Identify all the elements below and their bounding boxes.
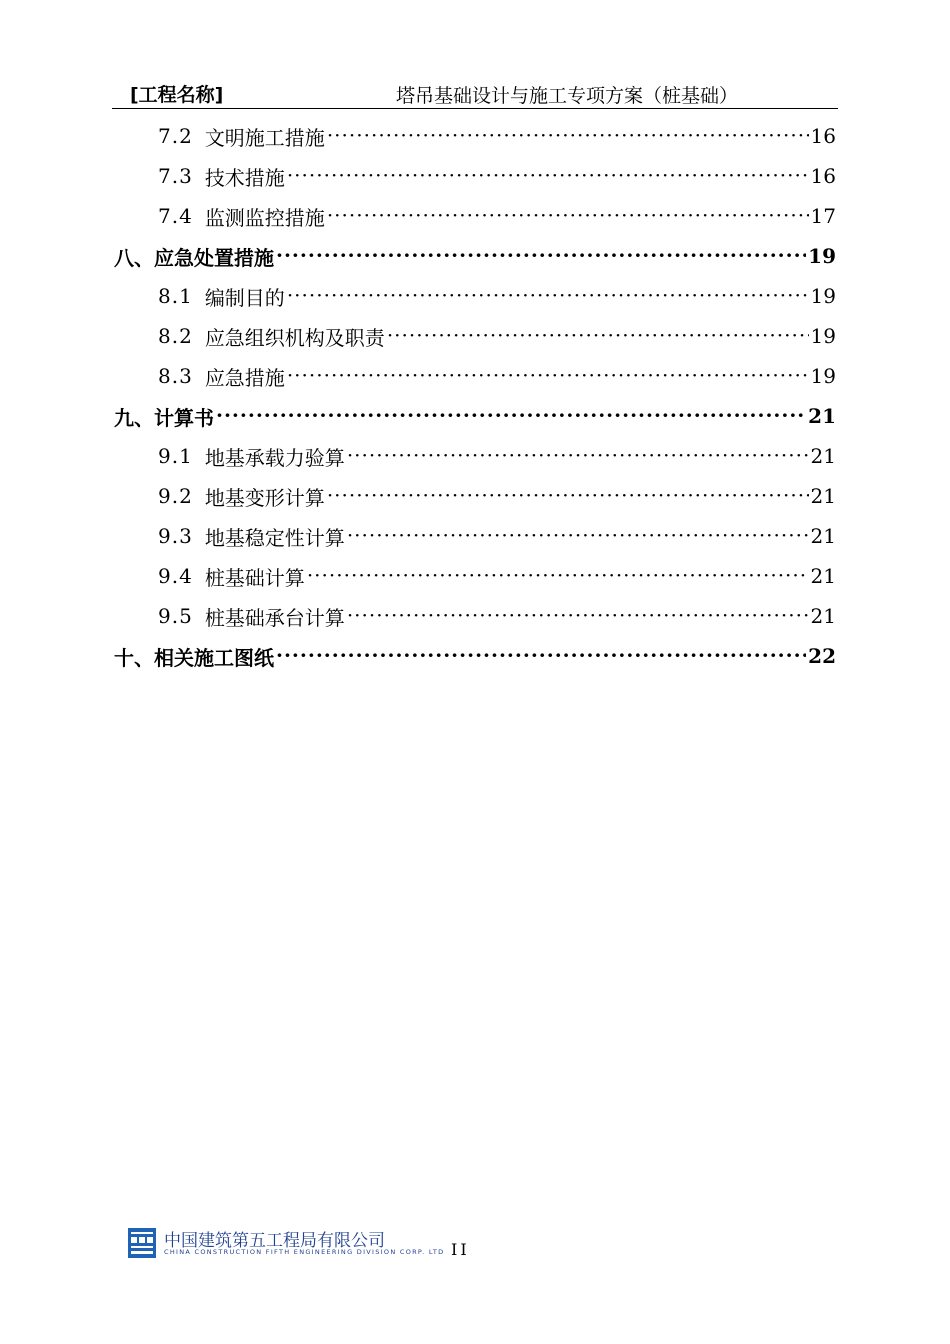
toc-entry-page: 21	[810, 604, 836, 628]
toc-entry-page: 21	[810, 484, 836, 508]
toc-entry-page: 22	[808, 644, 836, 668]
header-document-title: 塔吊基础设计与施工专项方案（桩基础）	[395, 85, 738, 107]
toc-dot-leader	[287, 286, 809, 306]
toc-entry-title: 地基稳定性计算	[204, 525, 345, 550]
toc-dot-leader	[276, 246, 806, 266]
toc-entry-title: 应急组织机构及职责	[204, 325, 385, 350]
toc-entry-page: 21	[810, 444, 836, 468]
toc-entry-page: 16	[810, 164, 836, 188]
toc-entry-page: 16	[810, 124, 836, 148]
toc-entry-title: 八、应急处置措施	[114, 245, 274, 270]
toc-section-entry[interactable]	[114, 276, 836, 316]
toc-entry-title: 编制目的	[204, 285, 285, 310]
toc-entry-page: 19	[810, 284, 836, 308]
page-header	[112, 78, 838, 109]
toc-section-entry[interactable]	[114, 556, 836, 596]
toc-entry-title: 地基承载力验算	[204, 445, 345, 470]
toc-section-entry[interactable]	[114, 196, 836, 236]
toc-entry-title: 监测监控措施	[204, 205, 325, 230]
toc-entry-number: 8.3	[158, 364, 193, 388]
toc-entry-number: 7.3	[158, 164, 193, 188]
toc-chapter-entry[interactable]	[114, 636, 836, 676]
toc-entry-number: 9.4	[158, 564, 193, 588]
toc-entry-number: 9.3	[158, 524, 193, 548]
toc-entry-title: 十、相关施工图纸	[114, 645, 274, 670]
toc-dot-leader	[327, 486, 809, 506]
toc-dot-leader	[347, 606, 809, 626]
toc-entry-number: 8.2	[158, 324, 193, 348]
toc-entry-title: 技术措施	[204, 165, 285, 190]
footer-company-name-en: CHINA CONSTRUCTION FIFTH ENGINEERING DIVISION CORP. LTD	[164, 1248, 445, 1256]
toc-entry-page: 21	[810, 564, 836, 588]
toc-entry-title: 文明施工措施	[204, 125, 325, 150]
toc-chapter-entry[interactable]	[114, 396, 836, 436]
toc-entry-page: 21	[810, 524, 836, 548]
toc-dot-leader	[276, 646, 806, 666]
toc-section-entry[interactable]	[114, 516, 836, 556]
toc-section-entry[interactable]	[114, 156, 836, 196]
toc-entry-title: 应急措施	[204, 365, 285, 390]
toc-dot-leader	[347, 526, 809, 546]
toc-entry-title: 桩基础计算	[204, 565, 305, 590]
toc-dot-leader	[216, 406, 806, 426]
toc-entry-page: 21	[808, 404, 836, 428]
toc-dot-leader	[287, 166, 809, 186]
toc-dot-leader	[387, 326, 809, 346]
toc-entry-page: 17	[810, 204, 836, 228]
toc-entry-number: 9.5	[158, 604, 193, 628]
toc-entry-title: 桩基础承台计算	[204, 605, 345, 630]
toc-section-entry[interactable]	[114, 356, 836, 396]
footer-page-number: II	[451, 1240, 470, 1259]
toc-entry-page: 19	[808, 244, 836, 268]
cscec-logo-icon	[128, 1228, 156, 1258]
toc-entry-title: 九、计算书	[114, 405, 214, 430]
toc-entry-number: 9.2	[158, 484, 193, 508]
toc-section-entry[interactable]	[114, 436, 836, 476]
toc-section-entry[interactable]	[114, 476, 836, 516]
footer-company-name: 中国建筑第五工程局有限公司	[164, 1231, 385, 1251]
toc-entry-number: 9.1	[158, 444, 193, 468]
toc-section-entry[interactable]	[114, 316, 836, 356]
toc-entry-number: 7.2	[158, 124, 193, 148]
toc-dot-leader	[327, 206, 809, 226]
header-project-name: [工程名称]	[130, 84, 224, 106]
toc-dot-leader	[307, 566, 809, 586]
toc-chapter-entry[interactable]	[114, 236, 836, 276]
toc-section-entry[interactable]	[114, 116, 836, 156]
toc-dot-leader	[287, 366, 809, 386]
toc-entry-page: 19	[810, 324, 836, 348]
toc-section-entry[interactable]	[114, 596, 836, 636]
toc-dot-leader	[327, 126, 809, 146]
toc-entry-number: 8.1	[158, 284, 193, 308]
toc-entry-number: 7.4	[158, 204, 193, 228]
table-of-contents	[114, 116, 836, 676]
toc-entry-page: 19	[810, 364, 836, 388]
toc-dot-leader	[347, 446, 809, 466]
toc-entry-title: 地基变形计算	[204, 485, 325, 510]
